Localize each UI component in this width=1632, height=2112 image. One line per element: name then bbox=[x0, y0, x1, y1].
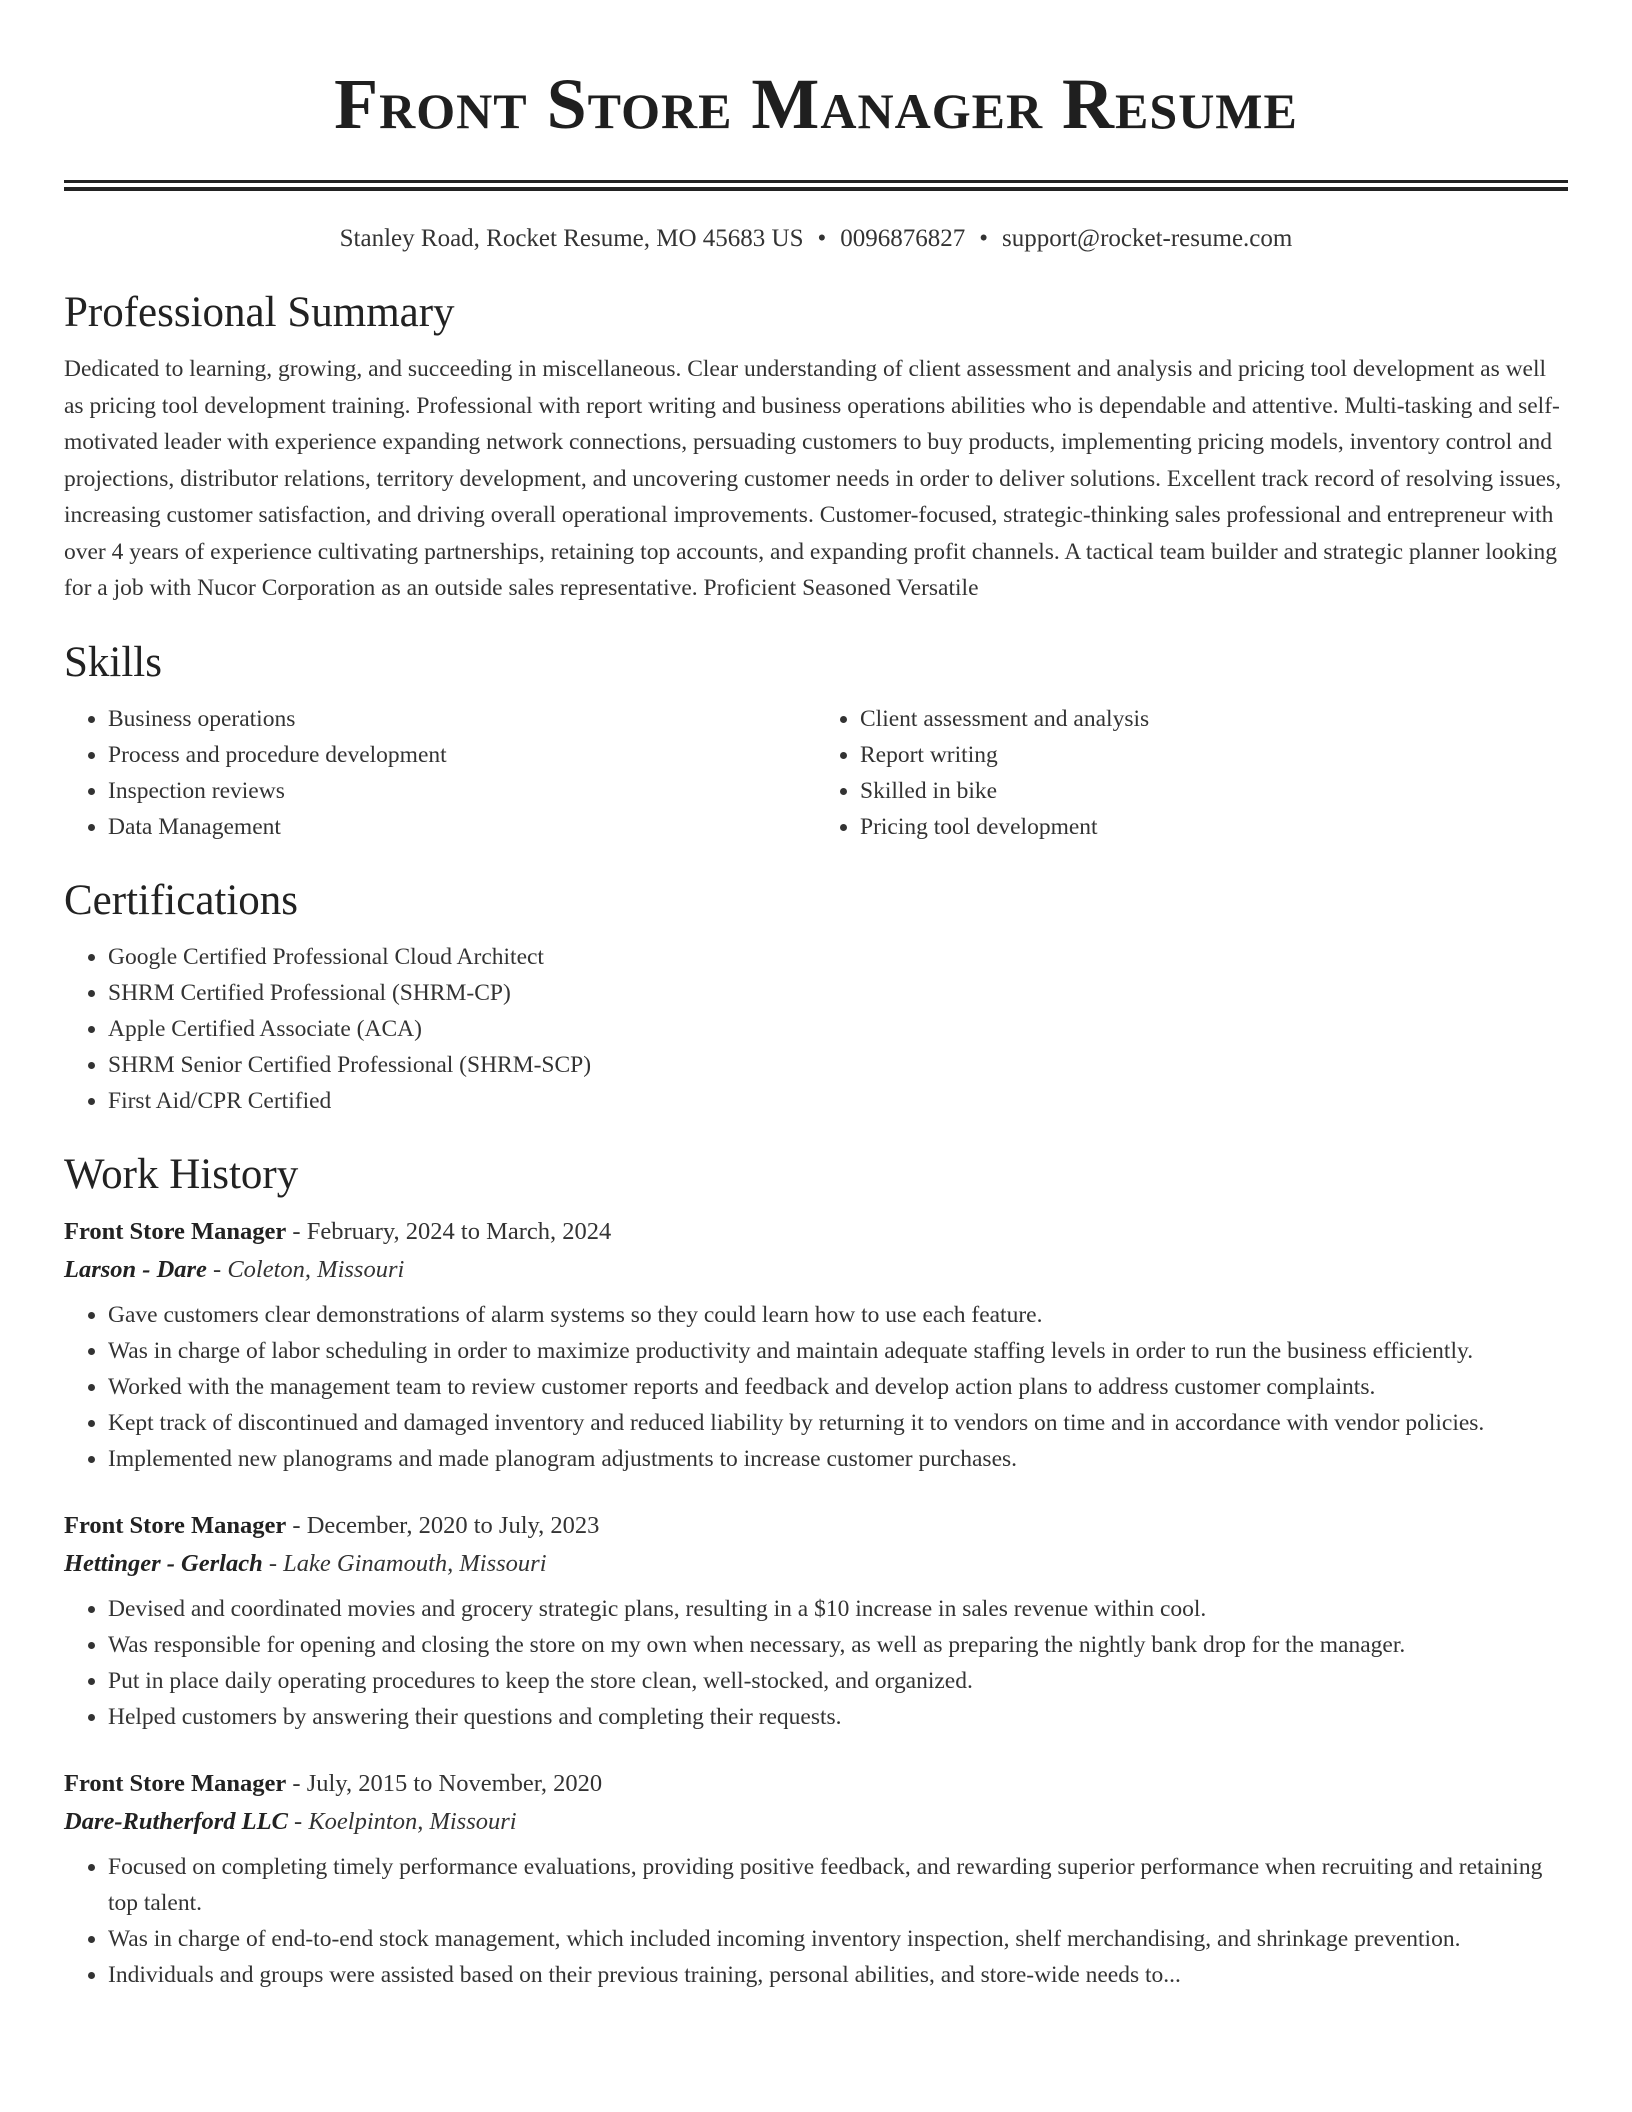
skills-grid bbox=[64, 701, 1568, 845]
skill-item: • Client assessment and analysis bbox=[860, 701, 1568, 737]
job-location: - Lake Ginamouth, Missouri bbox=[262, 1549, 547, 1577]
job-location: - Coleton, Missouri bbox=[206, 1255, 405, 1283]
job-location: - Koelpinton, Missouri bbox=[287, 1807, 517, 1835]
certifications-list bbox=[64, 939, 1568, 1119]
job-title-line bbox=[64, 1765, 1568, 1803]
job-bullet: • Individuals and groups were assisted based on their previous training, personal abilities, and store-wide needs to... bbox=[108, 1957, 1568, 1993]
certification-item: • SHRM Senior Certified Professional (SHRM-SCP) bbox=[108, 1047, 1568, 1083]
job-entry bbox=[64, 1507, 1568, 1735]
job-company: Dare-Rutherford LLC bbox=[64, 1807, 288, 1835]
contact-line bbox=[64, 221, 1568, 257]
job-title-line bbox=[64, 1507, 1568, 1545]
skill-item: • Skilled in bike bbox=[860, 773, 1568, 809]
contact-email[interactable]: support@rocket-resume.com bbox=[1002, 225, 1293, 252]
skill-item: • Report writing bbox=[860, 737, 1568, 773]
certification-item: • Apple Certified Associate (ACA) bbox=[108, 1011, 1568, 1047]
certification-item: • Google Certified Professional Cloud Architect bbox=[108, 939, 1568, 975]
job-title: Front Store Manager bbox=[64, 1217, 287, 1245]
title-double-rule bbox=[64, 180, 1568, 191]
job-dates: - February, 2024 to March, 2024 bbox=[286, 1217, 612, 1245]
job-title: Front Store Manager bbox=[64, 1769, 287, 1797]
job-company-line bbox=[64, 1545, 1568, 1583]
job-company-line bbox=[64, 1251, 1568, 1289]
certification-item: • SHRM Certified Professional (SHRM-CP) bbox=[108, 975, 1568, 1011]
job-company-line bbox=[64, 1803, 1568, 1841]
job-bullet: • Was in charge of end-to-end stock management, which included incoming inventory inspection, shelf merchandising, and shrinkage prevention. bbox=[108, 1921, 1568, 1957]
job-bullet: • Was in charge of labor scheduling in order to maximize productivity and maintain adequate staffing levels in order to run the business efficiently. bbox=[108, 1333, 1568, 1369]
skills-list-left bbox=[64, 701, 816, 845]
contact-address: Stanley Road, Rocket Resume, MO 45683 US bbox=[339, 225, 804, 252]
skill-item: • Business operations bbox=[108, 701, 816, 737]
contact-separator: • bbox=[817, 225, 827, 252]
summary-text: Dedicated to learning, growing, and succeeding in miscellaneous. Clear understanding of client assessment and analysis and pricing tool development as well as pricing tool development training. Professional with report writing and business operations abilities who is dependable and attentive. Multi-tasking and self-motivated leader with experience expanding network connections, persuading customers to buy products, implementing pricing models, inventory control and projections, distributor relations, territory development, and uncovering customer needs in order to deliver solutions. Excellent track record of resolving issues, increasing customer satisfaction, and driving overall operational improvements. Customer-focused, strategic-thinking sales professional and entrepreneur with over 4 years of experience cultivating partnerships, retaining top accounts, and expanding profit channels. A tactical team builder and strategic planner looking for a job with Nucor Corporation as an outside sales representative. Proficient Seasoned Versatile bbox=[64, 356, 1562, 601]
skill-item: • Inspection reviews bbox=[108, 773, 816, 809]
job-entry bbox=[64, 1213, 1568, 1477]
job-bullet: • Gave customers clear demonstrations of alarm systems so they could learn how to use each feature. bbox=[108, 1297, 1568, 1333]
job-bullet: • Focused on completing timely performance evaluations, providing positive feedback, and rewarding superior performance when recruiting and retaining top talent. bbox=[108, 1849, 1568, 1921]
contact-phone: 0096876827 bbox=[840, 225, 966, 252]
job-bullet: • Worked with the management team to review customer reports and feedback and develop action plans to address customer complaints. bbox=[108, 1369, 1568, 1405]
job-company: Hettinger - Gerlach bbox=[64, 1549, 263, 1577]
job-bullet: • Helped customers by answering their questions and completing their requests. bbox=[108, 1699, 1568, 1735]
job-title: Front Store Manager bbox=[64, 1511, 287, 1539]
job-title-line bbox=[64, 1213, 1568, 1251]
skill-item: • Process and procedure development bbox=[108, 737, 816, 773]
job-bullets bbox=[64, 1849, 1568, 1993]
skills-heading: Skills bbox=[64, 638, 162, 686]
job-dates: - December, 2020 to July, 2023 bbox=[286, 1511, 600, 1539]
job-bullets bbox=[64, 1591, 1568, 1735]
contact-separator: • bbox=[979, 225, 989, 252]
skill-item: • Data Management bbox=[108, 809, 816, 845]
resume-title: Front Store Manager Resume bbox=[334, 64, 1298, 144]
summary-heading: Professional Summary bbox=[64, 289, 455, 336]
job-dates: - July, 2015 to November, 2020 bbox=[286, 1769, 603, 1797]
job-company: Larson - Dare bbox=[64, 1255, 207, 1283]
job-bullet: • Implemented new planograms and made planogram adjustments to increase customer purchases. bbox=[108, 1441, 1568, 1477]
job-bullet: • Devised and coordinated movies and grocery strategic plans, resulting in a $10 increase in sales revenue within cool. bbox=[108, 1591, 1568, 1627]
job-bullet: • Was responsible for opening and closing the store on my own when necessary, as well as preparing the nightly bank drop for the manager. bbox=[108, 1627, 1568, 1663]
work-history-heading: Work History bbox=[64, 1150, 299, 1198]
certifications-heading: Certifications bbox=[64, 876, 299, 924]
job-bullet: • Put in place daily operating procedures to keep the store clean, well-stocked, and organized. bbox=[108, 1663, 1568, 1699]
job-entry bbox=[64, 1765, 1568, 1993]
skills-list-right bbox=[816, 701, 1568, 845]
certification-item: • First Aid/CPR Certified bbox=[108, 1083, 1568, 1119]
skill-item: • Pricing tool development bbox=[860, 809, 1568, 845]
job-bullet: • Kept track of discontinued and damaged inventory and reduced liability by returning it to vendors on time and in accordance with vendor policies. bbox=[108, 1405, 1568, 1441]
job-bullets bbox=[64, 1297, 1568, 1477]
